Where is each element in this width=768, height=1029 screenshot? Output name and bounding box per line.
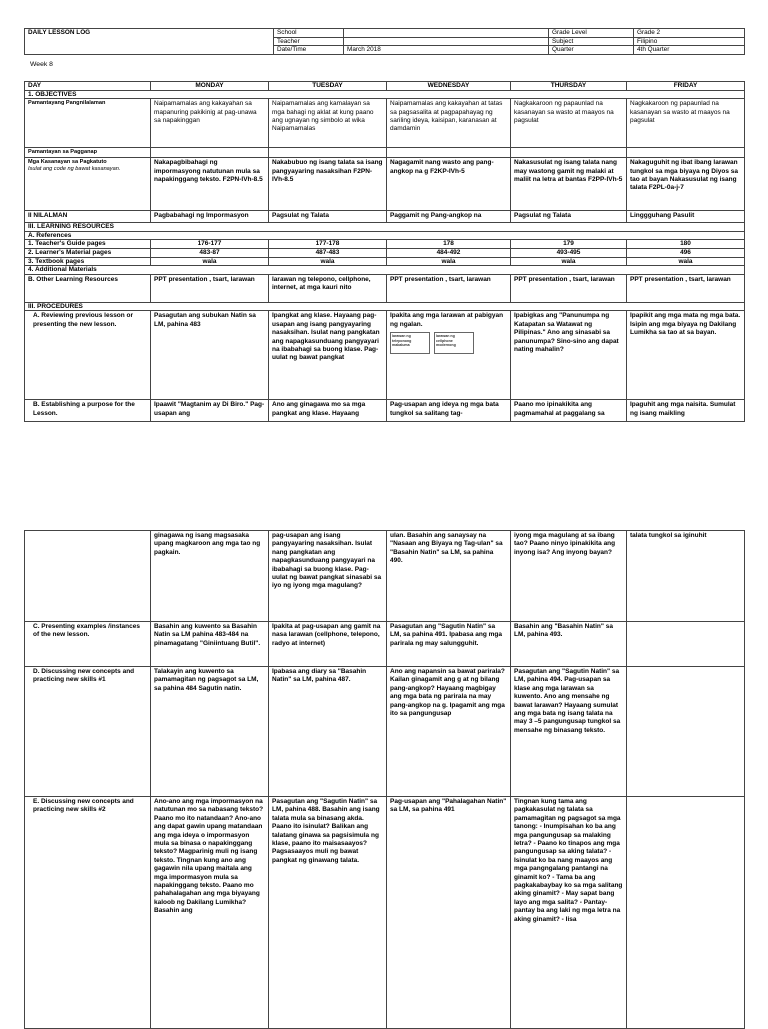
nilalaman-thu: Pagsulat ng Talata [511, 211, 627, 223]
content-standard-wed: Naipamamalas ang kakayahan at tatas sa pagsasalita at pagpapahayag ng sariling ideya, kaisipan, karanasan at damdamin [387, 99, 511, 148]
tg-mon: 176-177 [151, 240, 269, 249]
tb-label: 3. Textbook pages [25, 257, 151, 266]
tg-fri: 180 [627, 240, 745, 249]
lesson-table-page2 [24, 530, 745, 1029]
cellphone-image: larawan ng cellphone modernong [434, 332, 474, 354]
proc-e-wed: Pag-usapan ang "Pahalagahan Natin" sa LM, sa pahina 491 [387, 797, 511, 1029]
tb-fri: wala [627, 257, 745, 266]
proc-a-wed [387, 311, 511, 400]
quarter-label: Quarter [549, 46, 634, 55]
teacher-value [344, 37, 549, 46]
proc-c-tue: Ipakita at pag-usapan ang gamit na nasa larawan (cellphone, telepono, radyo at internet) [269, 622, 387, 667]
proc-b-fri: Ipaguhit ang mga naisita. Sumulat ng isang maikling [627, 400, 745, 422]
competency-wed: Nagagamit nang wasto ang pang-angkop na g F2KP-IVh-5 [387, 158, 511, 211]
proc-b-cont-mon: ginagawa ng isang magsasaka upang magkaroon ang mga tao ng pagkain. [151, 531, 269, 622]
content-standard-tue [269, 99, 387, 148]
telephone-image: larawan ng teleponong makaluma [390, 332, 430, 354]
date-value: March 2018 [344, 46, 549, 55]
competencies-sub: Isulat ang code ng bawat kasanayan. [28, 166, 121, 173]
proc-b-cont-tue: pag-usapan ang isang pangyayaring nasaksihan. Isulat nang pangkatan ang napagkasunduang pangyayari na ibabahagi sa buong klase. Pag-uulat ng bawat pangkat sinasabi sa iyo ng iyong mga magulang? [269, 531, 387, 622]
day-wednesday: WEDNESDAY [387, 82, 511, 91]
competency-tue: Nakabubuo ng isang talata sa isang pangyayaring nasaksihan F2PN-IVh-8.5 [269, 158, 387, 211]
proc-e-fri [627, 797, 745, 1029]
proc-b-label: B. Establishing a purpose for the Lesson. [25, 400, 151, 422]
proc-d-wed: Ano ang napansin sa bawat parirala? Kailan ginagamit ang g at ng bilang pang-angkop? Hayaang magbigay ang mga bata ng parirala na may pang-angkop na g. Ipagamit ang mga ito sa pangungusap [387, 667, 511, 797]
proc-d-tue: Ipabasa ang diary sa "Basahin Natin" sa LM, pahina 487. [269, 667, 387, 797]
lm-fri: 496 [627, 248, 745, 257]
subject-value: Filipino [634, 37, 745, 46]
resources-heading: III. LEARNING RESOURCES [25, 223, 745, 232]
day-monday: MONDAY [151, 82, 269, 91]
perf-fri [627, 148, 745, 158]
school-value [344, 29, 549, 38]
lm-tue: 487-483 [269, 248, 387, 257]
proc-e-tue: Pasagutan ang "Sagutin Natin" sa LM, pahina 488. Basahin ang isang talata mula sa binasang akda. Paano ito isinulat? Balikan ang talatang ginawa sa pagsisimula ng klase, paano ito maisasaayos? Pagsasaayos muli ng bawat pangkat ng ginawang talata. [269, 797, 387, 1029]
other-resources-label: B. Other Learning Resources [25, 274, 151, 302]
content-standard-thu: Nagkakaroon ng papaunlad na kasanayan sa wasto at maayos na pagsulat [511, 99, 627, 148]
content-standard-fri: Nagkakaroon ng papaunlad na kasanayan sa wasto at maayos na pagsulat [627, 99, 745, 148]
lm-mon: 483-87 [151, 248, 269, 257]
tg-thu: 179 [511, 240, 627, 249]
lm-wed: 484-492 [387, 248, 511, 257]
day-friday: FRIDAY [627, 82, 745, 91]
page-1 [0, 0, 768, 482]
proc-b-cont-fri: talata tungkol sa iginuhit [627, 531, 745, 622]
doc-title: DAILY LESSON LOG [25, 29, 274, 55]
content-standard-tue-text: Naipamamalas ang kamalayan sa mga bahagi ng aklat at kung paano ang ugnayan ng simbolo at wika [272, 100, 374, 124]
competencies-label: Mga Kasanayan sa Pagkatuto [28, 159, 107, 166]
proc-d-label: D. Discussing new concepts and practicing new skills #1 [25, 667, 151, 797]
proc-b-thu: Paano mo ipinakikita ang pagmamahal at paggalang sa [511, 400, 627, 422]
tb-wed: wala [387, 257, 511, 266]
additional-materials-label: 4. Additional Materials [25, 266, 745, 275]
competencies-label-cell [25, 158, 151, 211]
nilalaman-mon: Pagbabahagi ng Impormasyon [151, 211, 269, 223]
proc-b-mon: Ipaawit "Magtanim ay Di Biro." Pag-usapan ang [151, 400, 269, 422]
proc-a-tue: Ipangkat ang klase. Hayaang pag-usapan ang isang pangyayaring nasaksihan. Isulat nang pangkatan ang napagkasunduang pangyayari na ibabahagi sa buong klase. Pag-uulat ng bawat pangkat [269, 311, 387, 400]
day-thursday: THURSDAY [511, 82, 627, 91]
procedures-heading: III. PROCEDURES [25, 302, 745, 311]
nilalaman-label: II NILALMAN [25, 211, 151, 223]
performance-standard-label: Pamantayan sa Pagganap [25, 148, 151, 158]
lesson-table-page1 [24, 81, 745, 422]
other-tue: larawan ng telepono, cellphone, internet, at mga kauri nito [269, 274, 387, 302]
perf-wed [387, 148, 511, 158]
teacher-label: Teacher [274, 37, 344, 46]
lm-label: 2. Learner's Material pages [25, 248, 151, 257]
date-label: Date/Time [274, 46, 344, 55]
competency-mon: Nakapagbibahagi ng impormasyong natutunan mula sa napakinggang teksto. F2PN-IVh-8.5 [151, 158, 269, 211]
tg-tue: 177-178 [269, 240, 387, 249]
competency-thu: Nakasusulat ng isang talata nang may wastong gamit ng malaki at maliit na letra at bantas F2PP-IVh-5 [511, 158, 627, 211]
proc-b-cont-label [25, 531, 151, 622]
proc-d-mon: Talakayin ang kuwento sa pamamagitan ng pagsagot sa LM, sa pahina 484 Sagutin natin. [151, 667, 269, 797]
header-table [24, 28, 745, 55]
proc-d-fri [627, 667, 745, 797]
proc-e-mon: Ano-ano ang mga impormasyon na natutunan mo sa nabasang teksto? Paano mo ito natandaan? Ano-ano ang dapat gawin upang matandaan ang mga ideya o impormasyon mula sa binasa o napakinggang teksto? Magparinig muli ng isang teksto. Tingnan kung ano ang gagawin nila upang maitala ang mga impormasyon mula sa napakinggang teksto. Paano mo pahahalagahan ang mga biyayang kaloob ng Dakilang Lumikha? Basahin ang [151, 797, 269, 1029]
other-wed: PPT presentation , tsart, larawan [387, 274, 511, 302]
proc-c-wed: Pasagutan ang "Sagutin Natin" sa LM, sa pahina 491. Ipabasa ang mga parirala ng may salungguhit. [387, 622, 511, 667]
proc-a-mon: Pasagutan ang subukan Natin sa LM, pahina 483 [151, 311, 269, 400]
grade-level-label: Grade Level [549, 29, 634, 38]
tb-thu: wala [511, 257, 627, 266]
proc-c-fri [627, 622, 745, 667]
tb-mon: wala [151, 257, 269, 266]
page-gap [0, 482, 768, 510]
proc-b-wed: Pag-usapan ang ideya ng mga bata tungkol sa salitang tag- [387, 400, 511, 422]
tb-tue: wala [269, 257, 387, 266]
proc-b-tue: Ano ang ginagawa mo sa mga pangkat ang klase. Hayaang [269, 400, 387, 422]
references-heading: A. References [25, 231, 745, 240]
proc-d-thu: Pasagutan ang "Sagutin Natin" sa LM, pahina 494. Pag-usapan sa klase ang mga larawan sa kuwento. Ano ang mensahe ng bawat larawan? Hayaang sumulat ang mga bata ng isang talata na may 3 –5 pangungusap tungkol sa mensahe ng binasang teksto. [511, 667, 627, 797]
other-thu: PPT presentation , tsart, larawan [511, 274, 627, 302]
nilalaman-fri: Linggguhang Pasulit [627, 211, 745, 223]
proc-c-mon: Basahin ang kuwento sa Basahin Natin sa LM pahina 483-484 na pinamagatang "Giniintuang Butil". [151, 622, 269, 667]
proc-a-fri: Ipapikit ang mga mata ng mga bata. Isipin ang mga biyaya ng Dakilang Lumikha sa tao at sa bayan. [627, 311, 745, 400]
subject-label: Subject [549, 37, 634, 46]
proc-a-label: A. Reviewing previous lesson or presenting the new lesson. [25, 311, 151, 400]
nilalaman-tue: Pagsulat ng Talata [269, 211, 387, 223]
content-standard-mon: Naipamamalas ang kakayahan sa mapanuring pakikinig at pag-unawa sa napakinggan [151, 99, 269, 148]
other-fri: PPT presentation , tsart, larawan [627, 274, 745, 302]
proc-a-thu: Ipabigkas ang "Panunumpa ng Katapatan sa Watawat ng Pilipinas." Ano ang sinasabi sa panunumpa? Sino-sino ang dapat nating mahalin? [511, 311, 627, 400]
content-standard-label: Pamantayang Pangnilalaman [25, 99, 151, 148]
objectives-heading: 1. OBJECTIVES [25, 90, 745, 99]
quarter-value: 4th Quarter [634, 46, 745, 55]
lm-thu: 493-495 [511, 248, 627, 257]
proc-c-label: C. Presenting examples /instances of the new lesson. [25, 622, 151, 667]
proc-c-thu: Basahin ang "Basahin Natin" sa LM, pahina 493. [511, 622, 627, 667]
nilalaman-wed: Paggamit ng Pang-angkop na [387, 211, 511, 223]
proc-b-cont-thu: iyong mga magulang at sa ibang tao? Paano ninyo ipinakikita ang inyong isa? Ang inyong bayan? [511, 531, 627, 622]
tg-wed: 178 [387, 240, 511, 249]
proc-a-wed-text: Ipakita ang mga larawan at pabigyan ng ngalan. [390, 312, 504, 328]
proc-e-label: E. Discussing new concepts and practicing new skills #2 [25, 797, 151, 1029]
content-standard-tue-extra: Naipamamalas [272, 125, 316, 133]
day-label: DAY [25, 82, 151, 91]
school-label: School [274, 29, 344, 38]
perf-tue [269, 148, 387, 158]
competency-fri: Nakaguguhit ng ibat ibang larawan tungkol sa mga biyaya ng Diyos sa tao at bayan Nakasusulat ng isang talata F2PL-0a-j-7 [627, 158, 745, 211]
perf-thu [511, 148, 627, 158]
proc-b-cont-wed: ulan. Basahin ang sanaysay na "Nasaan ang Biyaya ng Tag-ulan" sa "Basahin Natin" sa LM, sa pahina 490. [387, 531, 511, 622]
perf-mon [151, 148, 269, 158]
other-mon: PPT presentation , tsart, larawan [151, 274, 269, 302]
day-tuesday: TUESDAY [269, 82, 387, 91]
grade-level-value: Grade 2 [634, 29, 745, 38]
proc-e-thu: Tingnan kung tama ang pagkakasulat ng talata sa pamamagitan ng pagsagot sa mga tanong: - Inumpisahan ko ba ang mga pangungusap sa malaking letra? - Paano ko tinapos ang mga pangungusap sa aking talata? - Isinulat ko ba nang maayos ang mga pangngalang pantangi na ginamit ko? - Tama ba ang pagkakabaybay ko sa mga salitang aking ginamit? - May sapat bang layo ang mga salita? - Pantay-pantay ba ang laki ng mga letra na aking ginamit? - Iisa [511, 797, 627, 1029]
week-label: Week 8 [30, 61, 53, 68]
tg-label: 1. Teacher's Guide pages [25, 240, 151, 249]
